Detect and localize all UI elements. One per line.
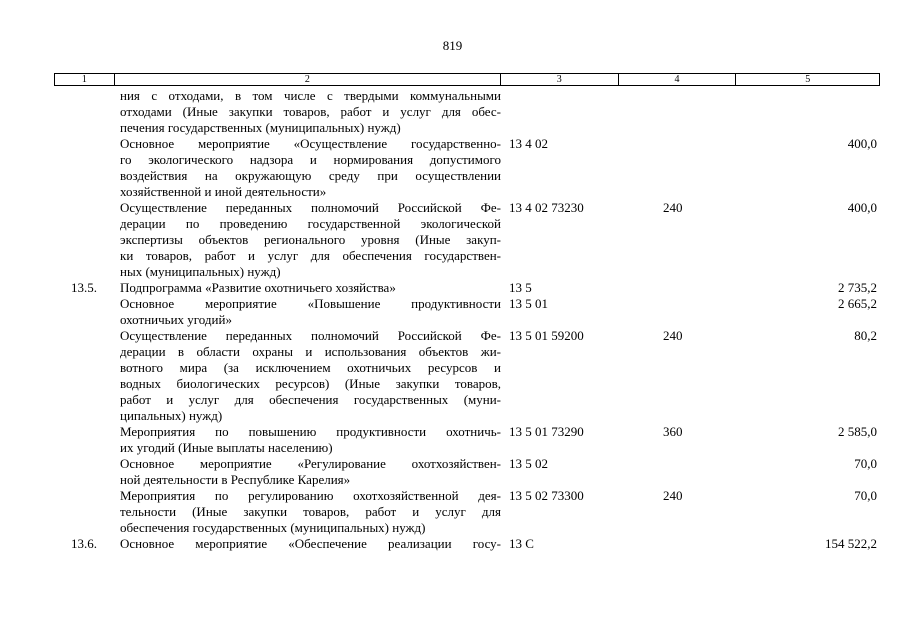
- row-description: [114, 456, 501, 488]
- row-amount: 2 735,2: [838, 280, 877, 295]
- row-code: 13 5 01: [509, 296, 548, 311]
- description-line: ципальных) нужд): [120, 408, 223, 423]
- table-row: [54, 536, 880, 552]
- row-code: 13 4 02: [509, 136, 548, 151]
- description-line: ной деятельности в Республике Карелия»: [120, 472, 351, 487]
- description-line: дерации в области охраны и использования объектов жи-: [120, 344, 501, 359]
- row-description: [114, 424, 501, 456]
- row-type: 240: [663, 488, 683, 503]
- row-number: [54, 296, 114, 328]
- table-row: [54, 296, 880, 328]
- description-line: отходами (Иные закупки товаров, работ и услуг для обес-: [120, 104, 501, 119]
- description-line: ния с отходами, в том числе с твердыми коммунальными: [120, 88, 501, 103]
- description-line: их угодий (Иные выплаты населению): [120, 440, 333, 455]
- description-line: водных биологических ресурсов) (Иные закупки товаров,: [120, 376, 501, 391]
- description-line: го экологического надзора и нормирования допустимого: [120, 152, 501, 167]
- description-line: Мероприятия по повышению продуктивности охотничь-: [120, 424, 501, 439]
- row-amount: 70,0: [854, 488, 877, 503]
- header-col-1: 1: [55, 74, 115, 85]
- row-number: 13.5.: [71, 280, 97, 295]
- row-code: 13 С: [509, 536, 534, 551]
- row-number: [54, 200, 114, 280]
- row-description: [114, 536, 501, 552]
- table-row: [54, 280, 880, 296]
- description-line: обеспечения государственных (муниципальных) нужд): [120, 520, 426, 535]
- description-line: ки товаров, работ и услуг для обеспечения государствен-: [120, 248, 501, 263]
- row-number: 13.6.: [71, 536, 97, 551]
- row-type: 240: [663, 328, 683, 343]
- table-row: [54, 136, 880, 200]
- description-line: Основное мероприятие «Осуществление государственно-: [120, 136, 501, 151]
- table-row: [54, 328, 880, 424]
- row-amount: 400,0: [847, 200, 877, 215]
- description-line: экспертизы объектов регионального уровня (Иные закуп-: [120, 232, 501, 247]
- row-number: [54, 136, 114, 200]
- header-col-4: 4: [619, 74, 737, 85]
- row-type: [619, 536, 737, 552]
- table-row: [54, 424, 880, 456]
- row-description: [114, 136, 501, 200]
- row-amount: 70,0: [854, 456, 877, 471]
- row-code: 13 5 02: [509, 456, 548, 471]
- description-line: работ и услуг для обеспечения государственных (муни-: [120, 392, 501, 407]
- description-line: печения государственных (муниципальных) нужд): [120, 120, 401, 135]
- row-code: 13 4 02 73230: [509, 200, 584, 215]
- row-number: [54, 424, 114, 456]
- table-row: [54, 488, 880, 536]
- row-code: 13 5 01 59200: [509, 328, 584, 343]
- description-line: Мероприятия по регулированию охотхозяйственной дея-: [120, 488, 501, 503]
- table-row: [54, 200, 880, 280]
- description-line: Осуществление переданных полномочий Российской Фе-: [120, 200, 501, 215]
- row-number: [54, 456, 114, 488]
- header-col-5: 5: [805, 74, 811, 85]
- row-number: [54, 488, 114, 536]
- row-description: [114, 296, 501, 328]
- row-type: [619, 88, 737, 136]
- row-type: [619, 280, 737, 296]
- description-line: воздействия на окружающую среду при осуществлении: [120, 168, 501, 183]
- description-line: хозяйственной и иной деятельности»: [120, 184, 327, 199]
- row-number: [54, 328, 114, 424]
- table-body: [54, 88, 880, 552]
- row-type: 240: [663, 200, 683, 215]
- row-amount: 2 585,0: [838, 424, 877, 439]
- description-line: Осуществление переданных полномочий Российской Фе-: [120, 328, 501, 343]
- description-line: охотничьих угодий»: [120, 312, 232, 327]
- row-amount: [737, 88, 880, 136]
- description-line: ных (муниципальных) нужд): [120, 264, 281, 279]
- table-header: [54, 73, 880, 86]
- row-type: [619, 136, 737, 200]
- description-line: Основное мероприятие «Регулирование охотхозяйствен-: [120, 456, 501, 471]
- row-number: [54, 88, 114, 136]
- description-line: Основное мероприятие «Обеспечение реализации госу-: [120, 536, 501, 551]
- row-amount: 80,2: [854, 328, 877, 343]
- row-type: [619, 456, 737, 488]
- table-row: [54, 456, 880, 488]
- description-line: Подпрограмма «Развитие охотничьего хозяйства»: [120, 280, 396, 295]
- header-col-3: 3: [501, 74, 619, 85]
- description-line: вотного мира (за исключением охотничьих ресурсов и: [120, 360, 501, 375]
- row-description: [114, 200, 501, 280]
- table-row: [54, 88, 880, 136]
- row-amount: 2 665,2: [838, 296, 877, 311]
- row-description: [114, 488, 501, 536]
- header-col-2: 2: [115, 74, 501, 85]
- row-code: [501, 88, 619, 136]
- description-line: Основное мероприятие «Повышение продуктивности: [120, 296, 501, 311]
- row-type: [619, 296, 737, 328]
- description-line: дерации по проведению государственной экологической: [120, 216, 501, 231]
- row-amount: 400,0: [847, 136, 877, 151]
- description-line: тельности (Иные закупки товаров, работ и услуг для: [120, 504, 501, 519]
- page-number: 819: [442, 38, 463, 53]
- row-description: [114, 88, 501, 136]
- row-amount: 154 522,2: [825, 536, 877, 551]
- row-description: [114, 280, 501, 296]
- row-type: 360: [663, 424, 683, 439]
- row-code: 13 5: [509, 280, 532, 295]
- row-code: 13 5 01 73290: [509, 424, 584, 439]
- row-code: 13 5 02 73300: [509, 488, 584, 503]
- row-description: [114, 328, 501, 424]
